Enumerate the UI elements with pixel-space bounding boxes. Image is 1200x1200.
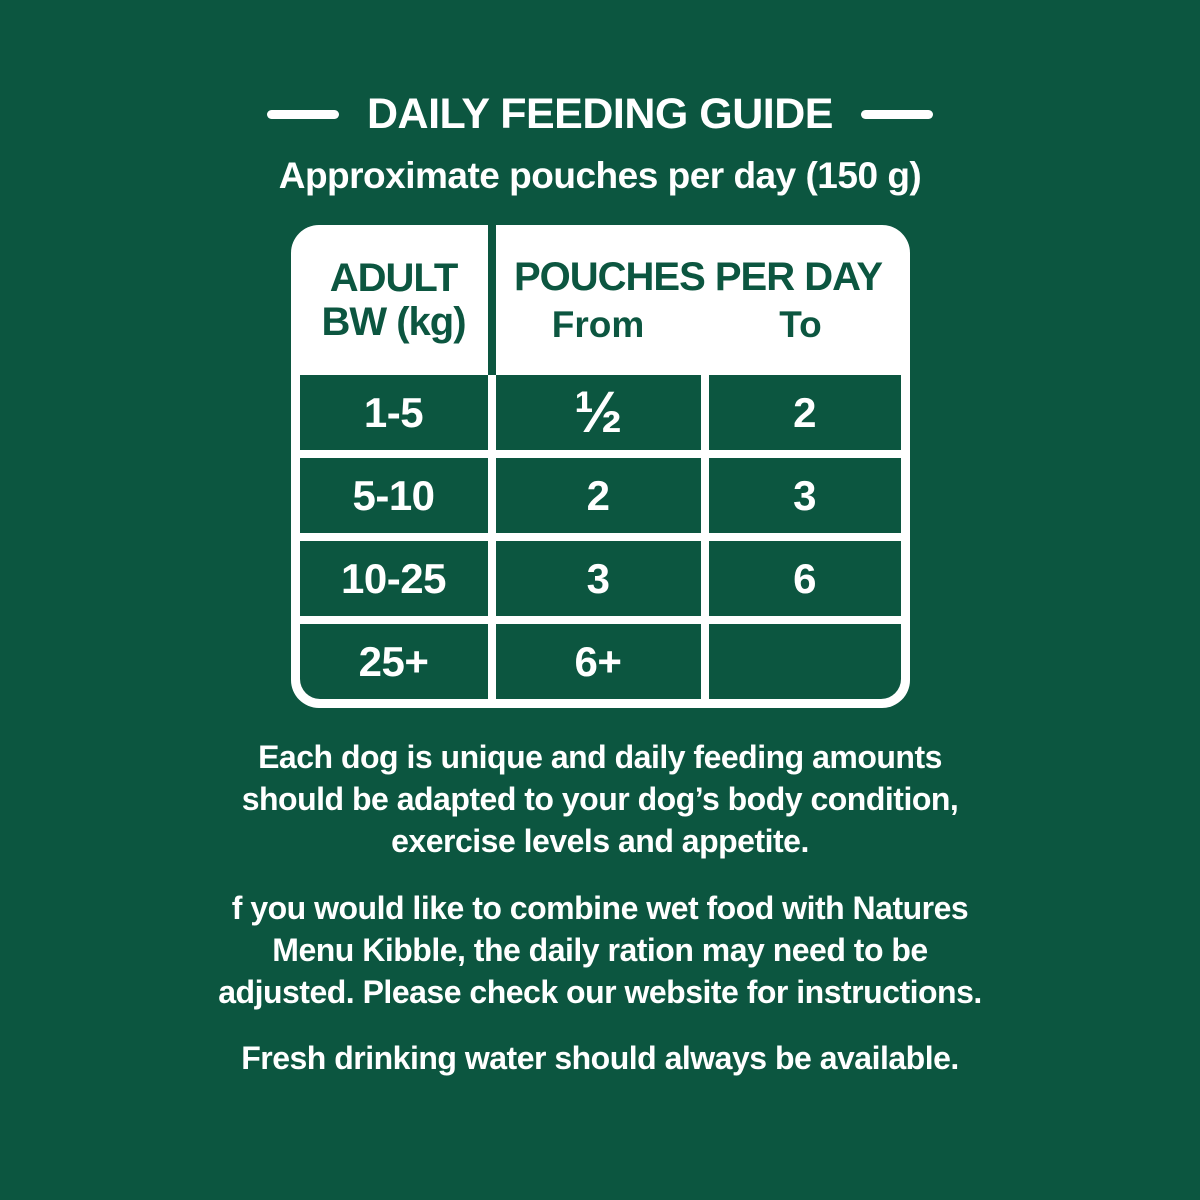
note-combine-kibble <box>0 887 1200 1014</box>
table-cell-to: 2 <box>709 375 901 450</box>
page-title: DAILY FEEDING GUIDE <box>367 90 833 138</box>
note-line: Menu Kibble, the daily ration may need to be <box>272 931 928 968</box>
bw-header-line2: BW (kg) <box>321 300 466 344</box>
subheader-from: From <box>551 303 645 345</box>
subheader-row <box>496 304 901 346</box>
table-cell-to: 6 <box>709 541 901 616</box>
table-cell-bw: 25+ <box>300 624 488 699</box>
table-cell-to: 3 <box>709 458 901 533</box>
table-header <box>300 225 901 375</box>
table-cell-from: 2 <box>496 458 701 533</box>
title-dash-right <box>861 110 933 119</box>
table-cell-bw: 1-5 <box>300 375 488 450</box>
bw-header-line1: ADULT <box>329 256 458 300</box>
note-line: adjusted. Please check our website for instructions. <box>218 974 982 1011</box>
note-line: Fresh drinking water should always be available. <box>241 1040 959 1077</box>
column-header-pouches <box>496 225 901 375</box>
table-cell-bw: 10-25 <box>300 541 488 616</box>
title-row <box>0 90 1200 139</box>
column-header-bodyweight <box>300 225 488 375</box>
note-line: Each dog is unique and daily feeding amounts <box>258 739 942 775</box>
note-line: exercise levels and appetite. <box>391 823 809 860</box>
note-line: should be adapted to your dog’s body condition, <box>241 781 959 818</box>
header-divider-line <box>488 225 496 375</box>
note-fresh-water <box>0 1037 1200 1079</box>
table-cell-from: 3 <box>496 541 701 616</box>
table-body <box>300 375 901 699</box>
page-subtitle: Approximate pouches per day (150 g) <box>278 155 922 196</box>
title-dash-left <box>267 110 339 119</box>
pouches-per-day-header: POUCHES PER DAY <box>513 254 883 299</box>
table-cell-from: 6+ <box>496 624 701 699</box>
note-unique-dog <box>0 736 1200 863</box>
note-line: f you would like to combine wet food with Natures <box>231 889 969 926</box>
table-cell-to <box>709 624 901 699</box>
table-cell-bw: 5-10 <box>300 458 488 533</box>
table-cell-from: ½ <box>496 375 701 450</box>
feeding-notes <box>0 736 1200 1080</box>
subheader-to: To <box>779 303 822 345</box>
feeding-table <box>291 225 910 708</box>
